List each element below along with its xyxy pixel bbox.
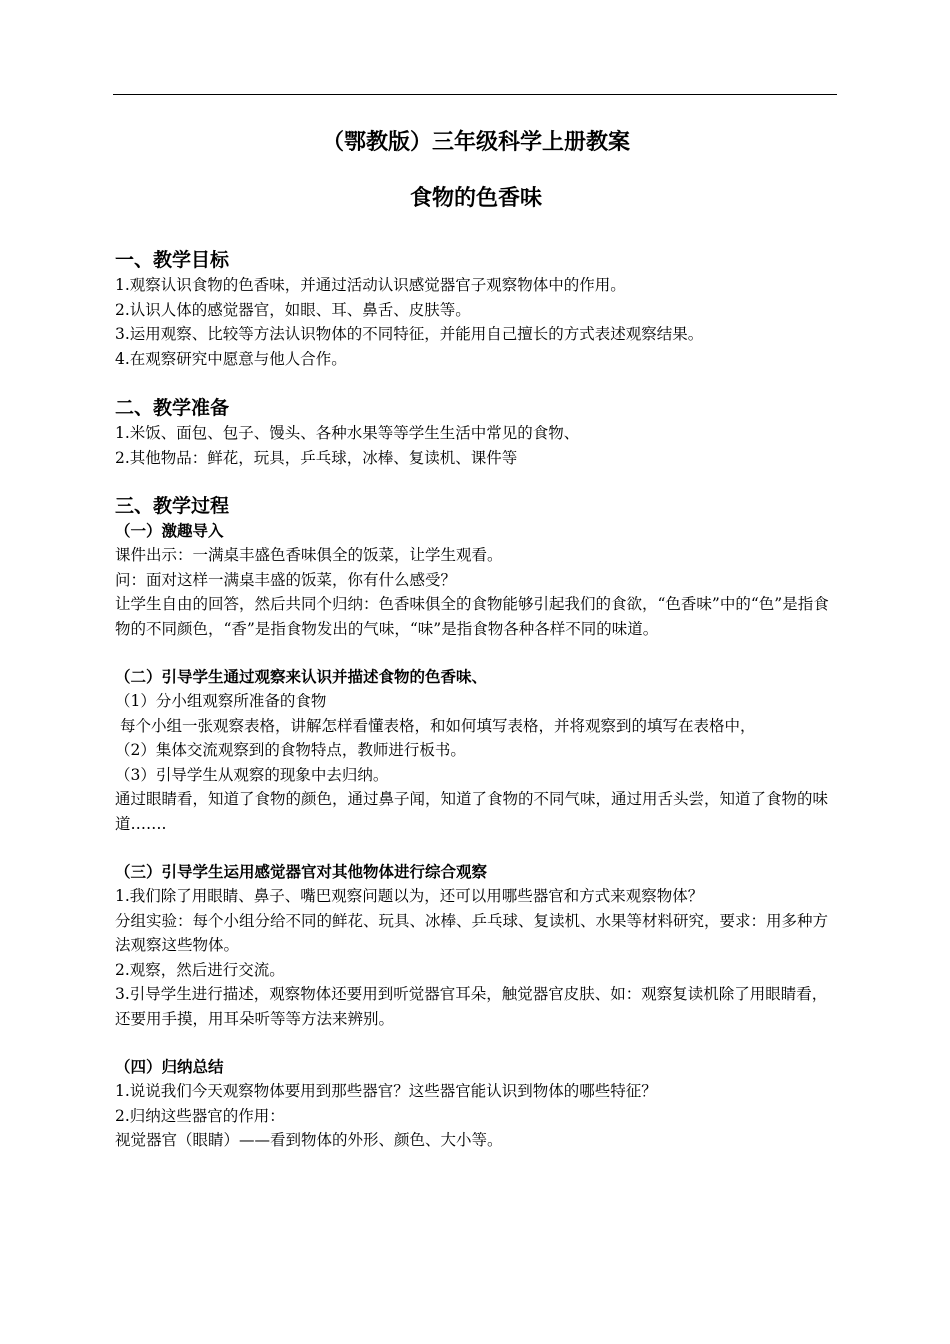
paragraph: 问：面对这样一满桌丰盛的饭菜，你有什么感受？ <box>115 570 457 589</box>
paragraph: 让学生自由的回答，然后共同个归纳：色香味俱全的食物能够引起我们的食欲，“色香味”中的“色”是指食物的不同颜色，“香”是指食物发出的气味，“味”是指食物各种各样不同的味道。 <box>115 595 829 638</box>
paragraph: 课件出示：一满桌丰盛色香味俱全的饭菜，让学生观看。 <box>115 546 503 564</box>
paragraph: 2.归纳这些器官的作用： <box>115 1106 285 1125</box>
document-title: （鄂教版）三年级科学上册教案 <box>321 130 630 155</box>
paragraph: 2.观察，然后进行交流。 <box>115 960 285 979</box>
paragraph: 3.引导学生进行描述，观察物体还要用到听觉器官耳朵，触觉器官皮肤、如：观察复读机除了用眼睛看，还要用手摸，用耳朵听等等方法来辨别。 <box>115 985 828 1028</box>
list-item: 3.运用观察、比较等方法认识物体的不同特征，并能用自己擅长的方式表述观察结果。 <box>115 325 704 343</box>
subsection-heading: （二）引导学生通过观察来认识并描述食物的色香味、 <box>115 668 488 686</box>
paragraph: 每个小组一张观察表格，讲解怎样看懂表格，和如何填写表格，并将观察到的填写在表格中， <box>115 716 756 735</box>
section-heading: 一、教学目标 <box>115 249 230 271</box>
list-item: 2.认识人体的感觉器官，如眼、耳、鼻舌、皮肤等。 <box>115 300 471 319</box>
header-rule <box>113 94 837 95</box>
subsection-summary <box>115 1055 837 1153</box>
paragraph: 通过眼睛看，知道了食物的颜色，通过鼻子闻，知道了食物的不同气味，通过用舌头尝，知道了食物的味道……. <box>115 790 829 833</box>
subsection-heading: （一）激趣导入 <box>115 522 224 540</box>
subsection-observe-food <box>115 665 837 836</box>
subsection-sense-organs <box>115 860 837 1031</box>
section-heading: 二、教学准备 <box>115 397 230 419</box>
subsection-heading: （三）引导学生运用感觉器官对其他物体进行综合观察 <box>115 863 488 881</box>
section-preparation <box>115 396 837 470</box>
document-body <box>115 128 837 1153</box>
paragraph: （1）分小组观察所准备的食物 <box>115 692 327 710</box>
paragraph: （2）集体交流观察到的食物特点，教师进行板书。 <box>115 741 466 759</box>
section-heading: 三、教学过程 <box>115 495 230 517</box>
paragraph: 1.说说我们今天观察物体要用到那些器官？这些器官能认识到物体的哪些特征？ <box>115 1082 657 1100</box>
paragraph: 视觉器官（眼睛）——看到物体的外形、颜色、大小等。 <box>115 1131 503 1149</box>
section-process <box>115 494 837 1153</box>
paragraph: 分组实验：每个小组分给不同的鲜花、玩具、冰棒、乒乓球、复读机、水果等材料研究，要求：用多种方法观察这些物体。 <box>115 911 829 954</box>
list-item: 4.在观察研究中愿意与他人合作。 <box>115 349 347 368</box>
subsection-intro <box>115 519 837 641</box>
subsection-heading: （四）归纳总结 <box>115 1058 224 1076</box>
list-item: 2.其他物品：鲜花，玩具，乒乓球，冰棒、复读机、课件等 <box>115 448 518 467</box>
paragraph: 1.我们除了用眼睛、鼻子、嘴巴观察问题以为，还可以用哪些器官和方式来观察物体？ <box>115 887 704 905</box>
paragraph: （3）引导学生从观察的现象中去归纳。 <box>115 765 389 784</box>
list-item: 1.米饭、面包、包子、馒头、各种水果等等学生生活中常见的食物、 <box>115 424 580 442</box>
list-item: 1.观察认识食物的色香味，并通过活动认识感觉器官子观察物体中的作用。 <box>115 276 626 294</box>
lesson-title: 食物的色香味 <box>409 186 542 211</box>
section-objectives <box>115 248 837 371</box>
